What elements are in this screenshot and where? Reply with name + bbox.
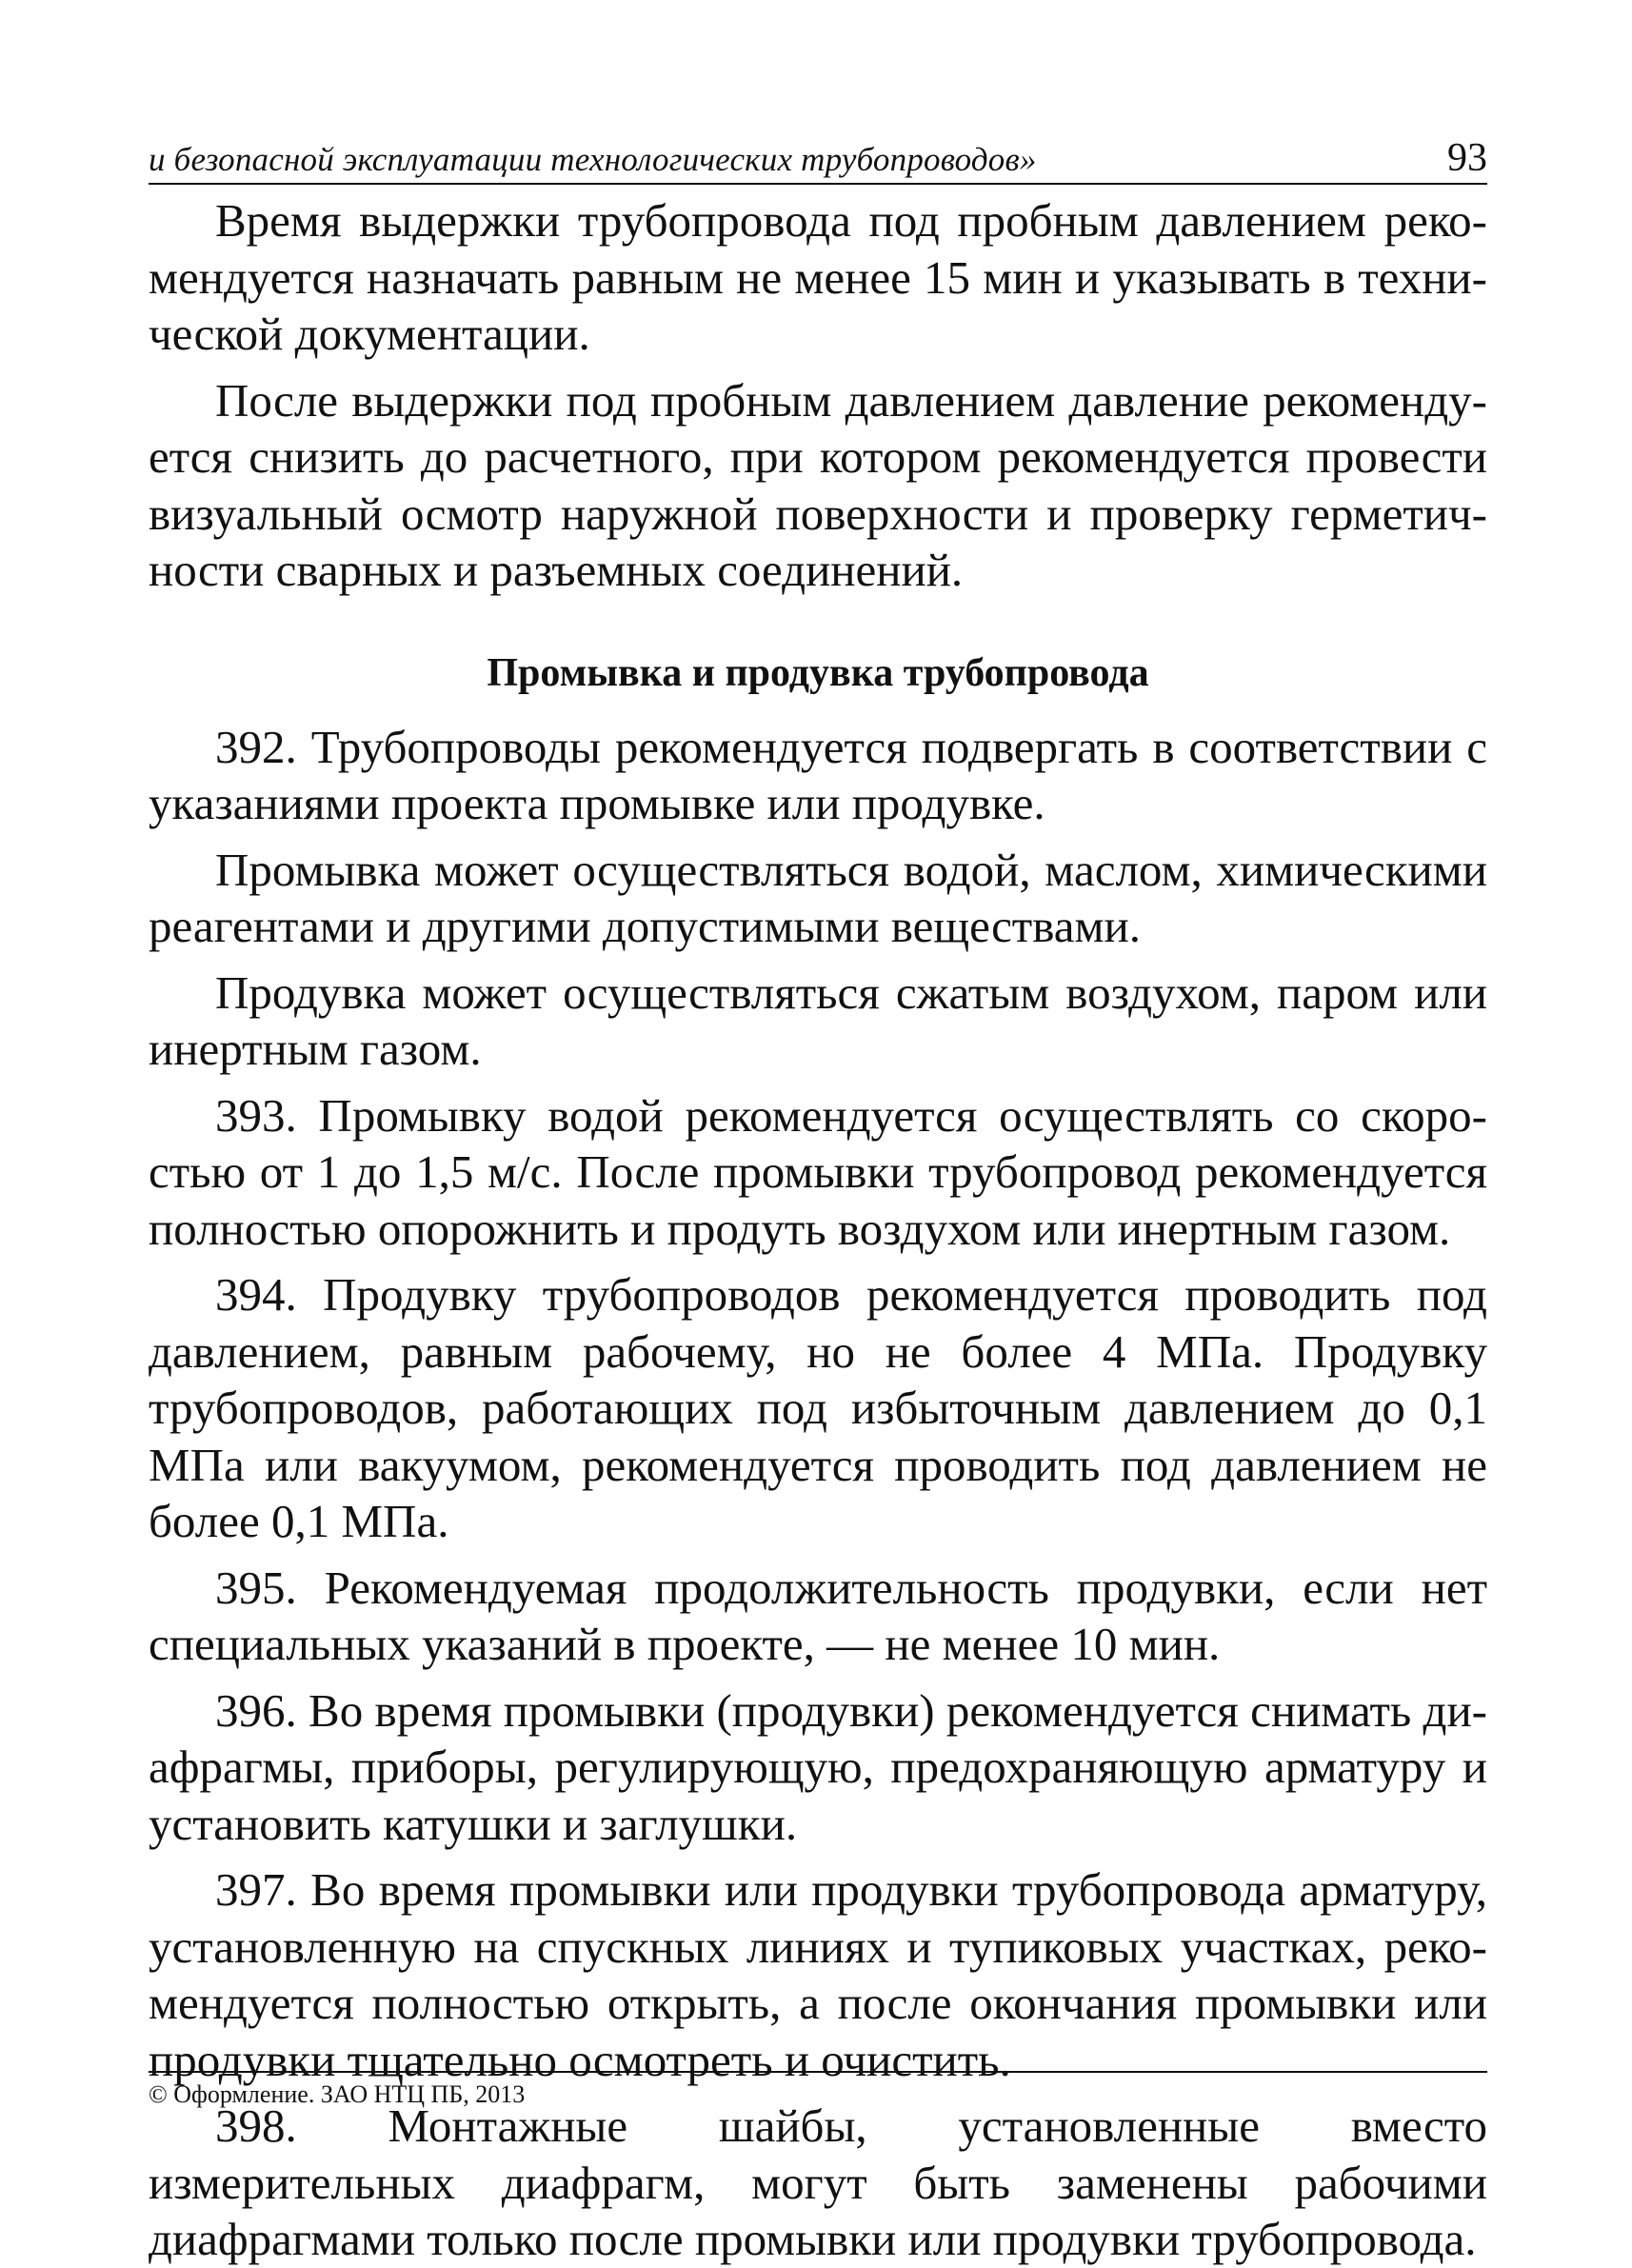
copyright-note: © Оформление. ЗАО НТЦ ПБ, 2013 (149, 2080, 526, 2108)
body-text (149, 192, 1487, 2268)
paragraph: Промывка может осуществляться водой, маслом, химическими реагентами и другими допустимыми веществами. (149, 843, 1487, 952)
running-header (149, 128, 1487, 185)
paragraph: 392. Трубопроводы рекомендуется подвергать в соответствии с указаниями проекта промывке или продувке. (149, 720, 1487, 829)
section-heading: Промывка и продувка трубопровода (487, 650, 1149, 695)
paragraph: Продувка может осуществляться сжатым воздухом, паром или инертным газом. (149, 965, 1487, 1075)
document-page (149, 128, 1487, 2265)
page-number: 93 (1447, 136, 1487, 180)
footer-divider (149, 2071, 1487, 2073)
paragraph: Время выдержки трубопровода под пробным давлением рекомендуется назначать равным не менее 15 мин и указывать в технической документации. (149, 194, 1487, 360)
running-title: и безопасной эксплуатации технологических трубопроводов» (149, 141, 1037, 178)
paragraph: 397. Во время промывки или продувки трубопровода арматуру, установленную на спускных линиях и тупиковых участках, рекомендуется полностью открыть, а после окончания промывки или продувки тщательно осмотреть и очистить. (149, 1863, 1487, 2086)
paragraph: 394. Продувку трубопроводов рекомендуется проводить под давлением, равным рабочему, но не более 4 МПа. Продувку трубопроводов, работающих под избыточным давлением до 0,1 МПа или вакуумом, рекомендуется проводить под давлением не более 0,1 МПа. (149, 1268, 1487, 1547)
paragraph: 393. Промывку водой рекомендуется осуществлять со скоростью от 1 до 1,5 м/с. После промывки трубопровод рекомендуется полностью опорожнить и продуть воздухом или инертным газом. (149, 1088, 1487, 1255)
paragraph: После выдержки под пробным давлением давление рекомендуется снизить до расчетного, при котором рекомендуется провести визуальный осмотр наружной поверхности и проверку герметичности сварных и разъемных соединений. (149, 373, 1487, 596)
paragraph: 395. Рекомендуемая продолжительность продувки, если нет специальных указаний в проекте, — не менее 10 мин. (149, 1561, 1487, 1670)
paragraph: 398. Монтажные шайбы, установленные вместо измерительных диафрагм, могут быть заменены рабочими диафрагмами только после промывки или продувки трубопровода. (149, 2099, 1487, 2265)
paragraph: 396. Во время промывки (продувки) рекомендуется снимать диафрагмы, приборы, регулирующую, предохраняющую арматуру и установить катушки и заглушки. (149, 1683, 1487, 1850)
